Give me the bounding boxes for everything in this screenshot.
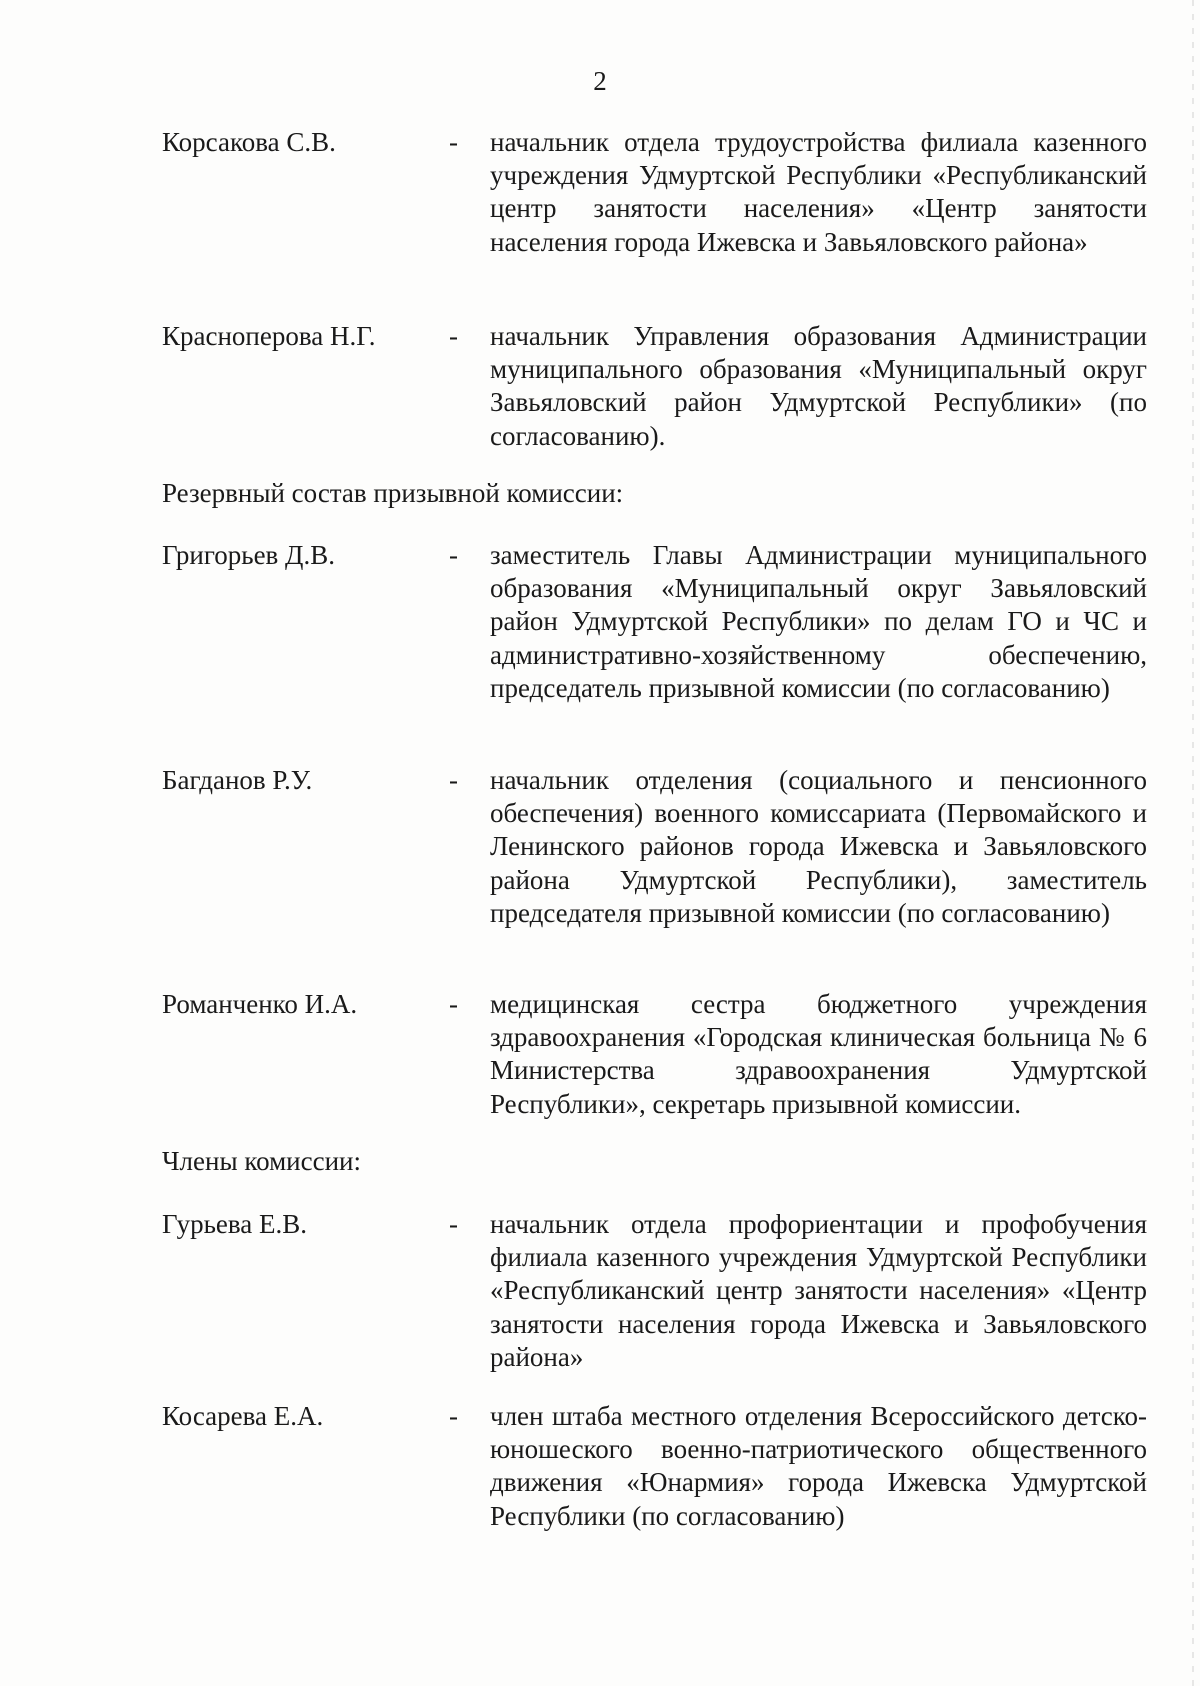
member-position: начальник Управления образования Администрации муниципального образования «Муниципальный округ Завьяловский район Удмуртской Республики» (по согласованию). <box>490 321 1147 451</box>
member-position: заместитель Главы Администрации муниципального образования «Муниципальный округ Завьяловский район Удмуртской Республики» по делам ГО и ЧС и административно-хозяйственному обеспечению, председатель призывной комиссии (по согласованию) <box>490 540 1147 703</box>
members-section-heading: Члены комиссии: <box>162 1146 361 1176</box>
member-name: Корсакова С.В. <box>162 127 336 157</box>
member-position: начальник отделения (социального и пенсионного обеспечения) военного комиссариата (Первомайского и Ленинского районов города Ижевска и Завьяловского района Удмуртской Республики), заместитель председателя призывной комиссии (по согласованию) <box>490 765 1147 928</box>
member-name: Косарева Е.А. <box>162 1401 324 1431</box>
scan-edge-artifact <box>1192 0 1194 1686</box>
member-name: Багданов Р.У. <box>162 765 313 795</box>
dash-separator: - <box>449 321 458 351</box>
member-name: Григорьев Д.В. <box>162 540 335 570</box>
dash-separator: - <box>449 1209 458 1239</box>
member-position: член штаба местного отделения Всероссийского детско-юношеского военно-патриотического общественного движения «Юнармия» города Ижевска Удмуртской Республики (по согласованию) <box>490 1401 1147 1531</box>
member-position: медицинская сестра бюджетного учреждения здравоохранения «Городская клиническая больница № 6 Министерства здравоохранения Удмуртской Республики», секретарь призывной комиссии. <box>490 989 1147 1119</box>
dash-separator: - <box>449 765 458 795</box>
member-position: начальник отдела профориентации и профобучения филиала казенного учреждения Удмуртской Республики «Республиканский центр занятости населения» «Центр занятости населения города Ижевска и Завьяловского района» <box>490 1209 1147 1372</box>
member-name: Гурьева Е.В. <box>162 1209 308 1239</box>
dash-separator: - <box>449 127 458 157</box>
member-position: начальник отдела трудоустройства филиала казенного учреждения Удмуртской Республики «Республиканский центр занятости населения» «Центр занятости населения города Ижевска и Завьяловского района» <box>490 127 1147 257</box>
member-name: Красноперова Н.Г. <box>162 321 376 351</box>
dash-separator: - <box>449 540 458 570</box>
member-name: Романченко И.А. <box>162 989 358 1019</box>
dash-separator: - <box>449 1401 458 1431</box>
dash-separator: - <box>449 989 458 1019</box>
reserve-section-heading: Резервный состав призывной комиссии: <box>162 478 624 508</box>
page-number: 2 <box>593 66 607 96</box>
